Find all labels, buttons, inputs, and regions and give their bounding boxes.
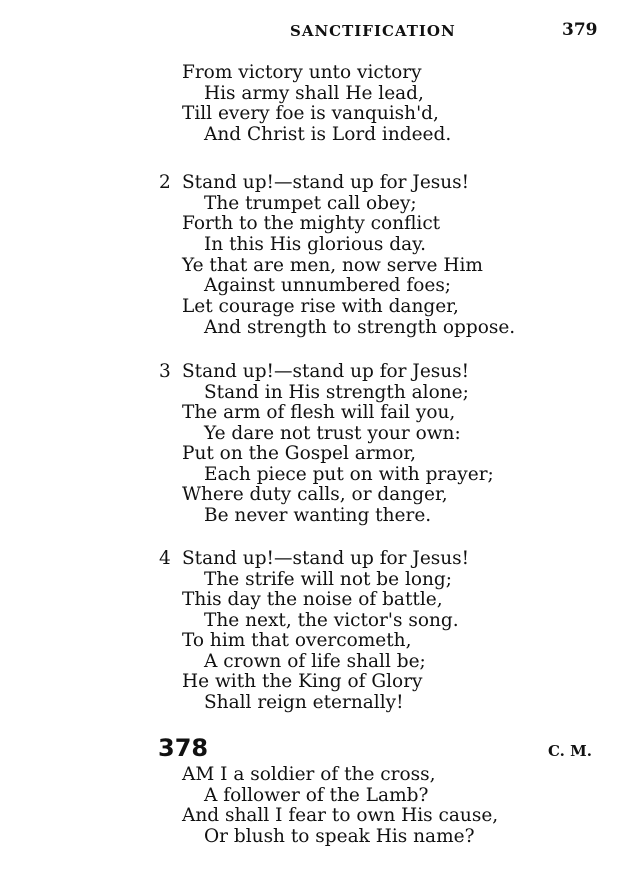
verse-line: The arm of flesh will fail you, — [182, 402, 456, 423]
hymn-number: 378 — [158, 734, 209, 762]
verse-line: Where duty calls, or danger, — [182, 484, 448, 505]
running-header-title: SANCTIFICATION — [290, 22, 456, 40]
verse-line: The next, the victor's song. — [204, 610, 459, 631]
verse-line: Put on the Gospel armor, — [182, 443, 417, 464]
verse-line: Ye that are men, now serve Him — [182, 255, 483, 276]
verse-line: A crown of life shall be; — [204, 651, 426, 672]
verse-line: Against unnumbered foes; — [204, 275, 452, 296]
hymn-line: AM I a soldier of the cross, — [182, 764, 436, 785]
continuation-line-3: Till every foe is vanquish'd, — [182, 103, 439, 124]
verse-line: Stand up!—stand up for Jesus! — [182, 361, 470, 382]
verse-line: Forth to the mighty conflict — [182, 213, 441, 234]
verse-line: Ye dare not trust your own: — [204, 423, 461, 444]
verse-line: Stand in His strength alone; — [204, 382, 469, 403]
page-number: 379 — [562, 20, 598, 40]
continuation-line-4: And Christ is Lord indeed. — [204, 124, 452, 145]
verse-line: Each piece put on with prayer; — [204, 464, 494, 485]
verse-line: And strength to strength oppose. — [204, 317, 516, 338]
hymn-meter: C. M. — [548, 742, 592, 760]
verse-line: Let courage rise with danger, — [182, 296, 459, 317]
verse-line: Be never wanting there. — [204, 505, 432, 526]
verse-number: 4 — [159, 548, 171, 569]
verse-line: Stand up!—stand up for Jesus! — [182, 548, 470, 569]
verse-line: The trumpet call obey; — [204, 193, 417, 214]
continuation-line-2: His army shall He lead, — [204, 83, 424, 104]
verse-line: He with the King of Glory — [182, 671, 423, 692]
verse-line: Stand up!—stand up for Jesus! — [182, 172, 470, 193]
verse-line: This day the noise of battle, — [182, 589, 443, 610]
verse-line: The strife will not be long; — [204, 569, 452, 590]
hymn-line: A follower of the Lamb? — [204, 785, 429, 806]
verse-line: In this His glorious day. — [204, 234, 426, 255]
verse-line: Shall reign eternally! — [204, 692, 404, 713]
verse-line: To him that overcometh, — [182, 630, 412, 651]
verse-number: 2 — [159, 172, 171, 193]
hymn-line: Or blush to speak His name? — [204, 826, 475, 847]
continuation-line-1: From victory unto victory — [182, 62, 422, 83]
verse-number: 3 — [159, 361, 171, 382]
hymn-line: And shall I fear to own His cause, — [182, 805, 499, 826]
